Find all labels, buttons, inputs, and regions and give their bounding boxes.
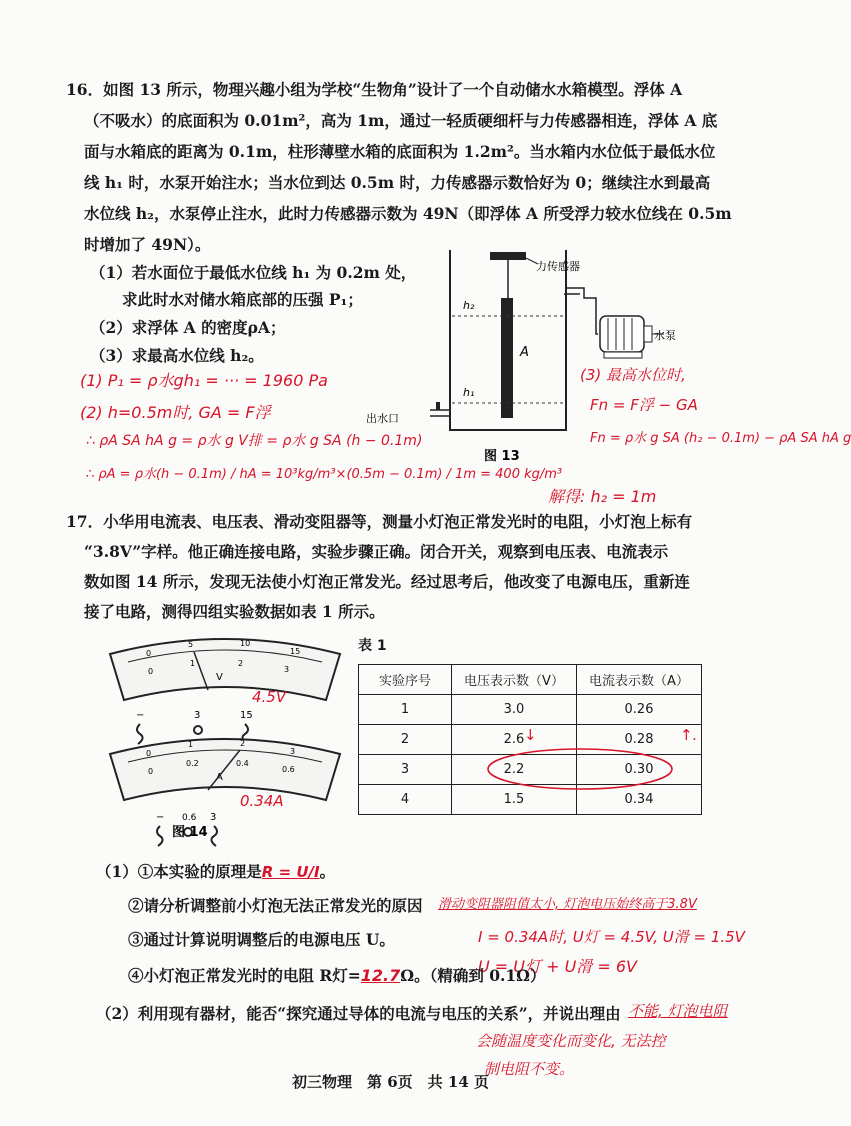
v-tick-top-2: 10 bbox=[240, 639, 251, 648]
q16-line-4: 线 h₁ 时，水泵开始注水；当水位到达 0.5m 时，力传感器示数恰好为 0；继续注水到最高 bbox=[84, 173, 711, 192]
hw-p1-answer: R = U/I bbox=[261, 863, 320, 881]
v-tick-top-1: 5 bbox=[188, 640, 194, 649]
q16-line-5: 水位线 h₂，水泵停止注水，此时力传感器示数为 49N（即浮体 A 所受浮力较水位线在 0.5m bbox=[84, 204, 732, 223]
q17-p3: ③通过计算说明调整后的电源电压 U。 bbox=[128, 930, 395, 949]
hw-p2-answer: 滑动变阻器阻值太小, 灯泡电压始终高于3.8V bbox=[438, 897, 697, 912]
q16-sub-1b: 求此时水对储水箱底部的压强 P₁； bbox=[122, 290, 363, 309]
hw-16-4: ∴ ρA = ρ水(h − 0.1m) / hA = 10³kg/m³×(0.5m − 0.1m) / 1m = 400 kg/m³ bbox=[86, 467, 563, 482]
v-tick-bot-2: 2 bbox=[238, 659, 244, 668]
q16-sub-1: （1）若水面位于最低水位线 h₁ 为 0.2m 处， bbox=[90, 263, 417, 282]
float-label: A bbox=[520, 345, 529, 360]
a-unit: A bbox=[216, 772, 223, 783]
pump-label: 水泵 bbox=[654, 329, 676, 342]
q17-q2: （2）利用现有器材，能否“探究通过导体的电流与电压的关系”，并说出理由 bbox=[96, 1004, 621, 1023]
page-footer: 初三物理 第 6页 共 14 页 bbox=[292, 1073, 489, 1091]
q17-line-4: 接了电路，测得四组实验数据如表 1 所示。 bbox=[84, 602, 385, 621]
hw-arrow-down: ↓ bbox=[524, 726, 537, 744]
q17-line-2: “3.8V”字样。他正确连接电路，实验步骤正确。闭合开关，观察到电压表、电流表示 bbox=[84, 542, 669, 561]
v-tick-top-3: 15 bbox=[290, 647, 301, 656]
h1-label: h₁ bbox=[463, 386, 475, 399]
table-header: 电压表示数（V） bbox=[452, 665, 577, 695]
a-tick-top-0: 0 bbox=[146, 749, 152, 758]
a-term-neg: − bbox=[156, 812, 165, 823]
table-cell: 1 bbox=[359, 695, 452, 725]
v-term-3: 3 bbox=[194, 710, 201, 721]
table-cell: 2 bbox=[359, 725, 452, 755]
table-cell: 1.5 bbox=[452, 785, 577, 815]
a-tick-bot-1: 0.2 bbox=[186, 759, 199, 768]
voltmeter bbox=[110, 639, 340, 744]
q17-p1-text: （1）①本实验的原理是 bbox=[96, 862, 262, 881]
q16-sub-3: （3）求最高水位线 h₂。 bbox=[90, 346, 264, 365]
hw-q2-answer-1: 不能, 灯泡电阻 bbox=[628, 1002, 728, 1020]
table-header: 实验序号 bbox=[359, 665, 452, 695]
hw-p3-answer-1: I = 0.34A时, U灯 = 4.5V, U滑 = 1.5V bbox=[478, 928, 745, 946]
table-cell: 4 bbox=[359, 785, 452, 815]
a-tick-top-2: 2 bbox=[240, 739, 246, 748]
table-cell: 0.30 bbox=[577, 755, 702, 785]
table-header: 电流表示数（A） bbox=[577, 665, 702, 695]
q16-line-2: （不吸水）的底面积为 0.01m²，高为 1m，通过一轻质硬细杆与力传感器相连，浮体 A 底 bbox=[84, 111, 718, 130]
q17-p4-end: Ω。（精确到 0.1Ω） bbox=[400, 966, 546, 985]
hw-16-r3: Fn = ρ水 g SA (h₂ − 0.1m) − ρA SA hA g bbox=[590, 431, 851, 446]
outlet-label: 出水口 bbox=[366, 412, 399, 425]
ammeter bbox=[110, 739, 340, 846]
hw-16-r4: 解得: h₂ = 1m bbox=[548, 487, 657, 506]
q17-p4 bbox=[128, 966, 545, 986]
v-tick-bot-1: 1 bbox=[190, 659, 196, 668]
q17-p1 bbox=[96, 862, 335, 882]
v-tick-bot-0: 0 bbox=[148, 667, 154, 676]
v-term-15: 15 bbox=[240, 710, 253, 721]
a-term-3: 3 bbox=[210, 812, 217, 823]
table-header-row bbox=[359, 665, 702, 695]
figure-13-caption: 图 13 bbox=[484, 449, 520, 464]
hw-p4-answer: 12.7 bbox=[360, 966, 401, 985]
hw-voltage: 4.5V bbox=[252, 688, 287, 706]
a-tick-bot-2: 0.4 bbox=[236, 759, 249, 768]
table-cell: 2.6 bbox=[452, 725, 577, 755]
hw-circle-row-3 bbox=[484, 746, 676, 792]
hw-p3-answer-2: U = U灯 + U滑 = 6V bbox=[478, 957, 637, 976]
q17-p1-end: 。 bbox=[319, 862, 336, 881]
q17-line-1: 17．小华用电流表、电压表、滑动变阻器等，测量小灯泡正常发光时的电阻，小灯泡上标有 bbox=[66, 512, 693, 531]
a-tick-top-1: 1 bbox=[188, 740, 194, 749]
h2-label: h₂ bbox=[463, 299, 475, 312]
hw-q2-answer-2: 会随温度变化而变化, 无法控 bbox=[476, 1032, 666, 1050]
a-term-06: 0.6 bbox=[182, 813, 197, 823]
hw-16-r1: (3) 最高水位时, bbox=[580, 366, 686, 384]
table-row bbox=[359, 695, 702, 725]
a-tick-bot-3: 0.6 bbox=[282, 765, 295, 774]
table-1-title: 表 1 bbox=[358, 638, 387, 654]
hw-16-r2: Fn = F浮 − GA bbox=[590, 396, 698, 414]
table-cell: 0.26 bbox=[577, 695, 702, 725]
hw-16-3: ∴ ρA SA hA g = ρ水 g V排 = ρ水 g SA (h − 0.1m) bbox=[86, 433, 423, 449]
q16-line-1: 16．如图 13 所示，物理兴趣小组为学校“生物角”设计了一个自动储水水箱模型。浮体 A bbox=[66, 80, 683, 99]
hw-current: 0.34A bbox=[240, 792, 284, 810]
v-tick-bot-3: 3 bbox=[284, 665, 290, 674]
q17-line-3: 数如图 14 所示，发现无法使小灯泡正常发光。经过思考后，他改变了电源电压，重新连 bbox=[84, 572, 690, 591]
figure-14-caption: 图 14 bbox=[172, 825, 208, 840]
q16-sub-2: （2）求浮体 A 的密度ρA； bbox=[90, 318, 286, 337]
v-term-neg: − bbox=[136, 710, 145, 721]
v-unit: V bbox=[216, 672, 223, 683]
hw-16-1: (1) P₁ = ρ水gh₁ = ··· = 1960 Pa bbox=[80, 371, 328, 390]
table-cell: 0.28 bbox=[577, 725, 702, 755]
v-tick-top-0: 0 bbox=[146, 649, 152, 658]
hw-16-2: (2) h=0.5m时, GA = F浮 bbox=[80, 403, 271, 422]
a-tick-bot-0: 0 bbox=[148, 767, 154, 776]
q17-p2: ②请分析调整前小灯泡无法正常发光的原因 bbox=[128, 896, 423, 915]
q17-p4-text: ④小灯泡正常发光时的电阻 R灯= bbox=[128, 966, 361, 985]
a-tick-top-3: 3 bbox=[290, 747, 296, 756]
table-cell: 0.34 bbox=[577, 785, 702, 815]
q16-line-6: 时增加了 49N）。 bbox=[84, 235, 211, 254]
figure-14 bbox=[100, 632, 350, 842]
sensor-label: 力传感器 bbox=[536, 260, 580, 273]
q16-line-3: 面与水箱底的距离为 0.1m，柱形薄壁水箱的底面积为 1.2m²。当水箱内水位低于最低水位 bbox=[84, 142, 716, 161]
hw-q2-answer-3: 制电阻不变。 bbox=[484, 1060, 575, 1078]
hw-arrow-up: ↑. bbox=[680, 726, 698, 744]
table-cell: 3 bbox=[359, 755, 452, 785]
table-cell: 3.0 bbox=[452, 695, 577, 725]
table-cell: 2.2 bbox=[452, 755, 577, 785]
